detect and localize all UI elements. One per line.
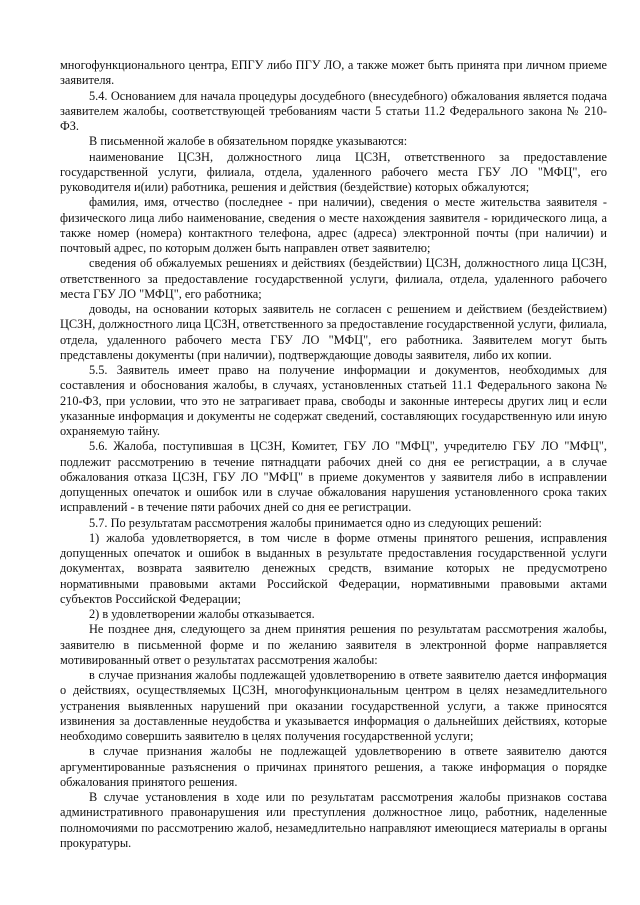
paragraph-item-arguments: доводы, на основании которых заявитель не согласен с решением и действием (бездействием) ЦСЗН, должностного лица ЦСЗН, ответственного за предоставление государственной услуги, филиала, отдела, удаленного рабочего места ГБУ ЛО "МФЦ", его работника. Заявителем могут быть представлены документы (при наличии), подтверждающие доводы заявителя, либо их копии. — [60, 302, 607, 362]
paragraph-5-5: 5.5. Заявитель имеет право на получение информации и документов, необходимых для составления и обоснования жалобы, в случаях, установленных статьей 11.1 Федерального закона № 210-ФЗ, при условии, что это не затрагивает права, свободы и законные интересы других лиц и если указанные информация и документы не содержат сведений, составляющих государственную или иную охраняемую тайну. — [60, 363, 607, 438]
paragraph-decision-2: 2) в удовлетворении жалобы отказывается. — [89, 607, 315, 621]
paragraph-item-applicant-details: фамилия, имя, отчество (последнее - при наличии), сведения о месте жительства заявителя - физического лица либо наименование, сведения о месте нахождения заявителя - юридического лица, а также номер (номера) контактного телефона, адрес (адреса) электронной почты (при наличии) и почтовый адрес, по которым должен быть направлен ответ заявителю; — [60, 195, 607, 255]
paragraph-case-rejected: в случае признания жалобы не подлежащей удовлетворению в ответе заявителю даются аргументированные разъяснения о причинах принятого решения, а также информация о порядке обжалования принятого решения. — [60, 744, 607, 789]
paragraph-prosecution-referral: В случае установления в ходе или по результатам рассмотрения жалобы признаков состава административного правонарушения или преступления должностное лицо, работник, наделенные полномочиями по рассмотрению жалоб, незамедлительно направляют имеющиеся материалы в органы прокуратуры. — [60, 790, 607, 850]
paragraph-continuation: многофункционального центра, ЕПГУ либо ПГУ ЛО, а также может быть принята при личном приеме заявителя. — [60, 58, 607, 88]
paragraph-5-7: 5.7. По результатам рассмотрения жалобы принимается одно из следующих решений: — [89, 515, 542, 530]
paragraph-case-satisfied: в случае признания жалобы подлежащей удовлетворению в ответе заявителю дается информация о действиях, осуществляемых ЦСЗН, многофункциональным центром в целях незамедлительного устранения выявленных нарушений при оказании государственной услуги, а также приносятся извинения за доставленные неудобства и указывается информация о дальнейших действиях, которые необходимо совершить заявителю в целях получения государственной услуги; — [60, 668, 607, 743]
paragraph-5-6: 5.6. Жалоба, поступившая в ЦСЗН, Комитет, ГБУ ЛО "МФЦ", учредителю ГБУ ЛО "МФЦ", подлежит рассмотрению в течение пятнадцати рабочих дней со дня ее регистрации, а в случае обжалования отказа ЦСЗН, ГБУ ЛО "МФЦ" в приеме документов у заявителя либо в исправлении допущенных опечаток и ошибок или в случае обжалования нарушения установленного срока таких исправлений - в течение пяти рабочих дней со дня ее регистрации. — [60, 439, 607, 515]
paragraph-item-appealed-decisions: сведения об обжалуемых решениях и действиях (бездействии) ЦСЗН, должностного лица ЦСЗН, ответственного за предоставление государственной услуги, филиала, отдела, удаленного рабочего места ГБУ ЛО "МФЦ", его работника; — [60, 256, 607, 301]
paragraph-5-4: 5.4. Основанием для начала процедуры досудебного (внесудебного) обжалования является подача заявителем жалобы, соответствующей требованиям части 5 статьи 11.2 Федерального закона № 210-ФЗ. — [60, 88, 607, 133]
paragraph-response-deadline: Не позднее дня, следующего за днем принятия решения по результатам рассмотрения жалобы, заявителю в письменной форме и по желанию заявителя в электронной форме направляется мотивированный ответ о результатах рассмотрения жалобы: — [60, 622, 607, 667]
paragraph-item-name: наименование ЦСЗН, должностного лица ЦСЗН, ответственного за предоставление государственной услуги, филиала, отдела, удаленного рабочего места ГБУ ЛО "МФЦ", его руководителя и(или) работника, решения и действия (бездействие) которых обжалуются; — [60, 149, 607, 194]
paragraph-decision-1: 1) жалоба удовлетворяется, в том числе в форме отмены принятого решения, исправления допущенных опечаток и ошибок в выданных в результате предоставления государственной услуги документах, возврата заявителю денежных средств, взимание которых не предусмотрено нормативными правовыми актами Российской Федерации, нормативными правовыми актами субъектов Российской Федерации; — [60, 530, 607, 606]
paragraph-complaint-contents-intro: В письменной жалобе в обязательном порядке указываются: — [89, 134, 408, 149]
